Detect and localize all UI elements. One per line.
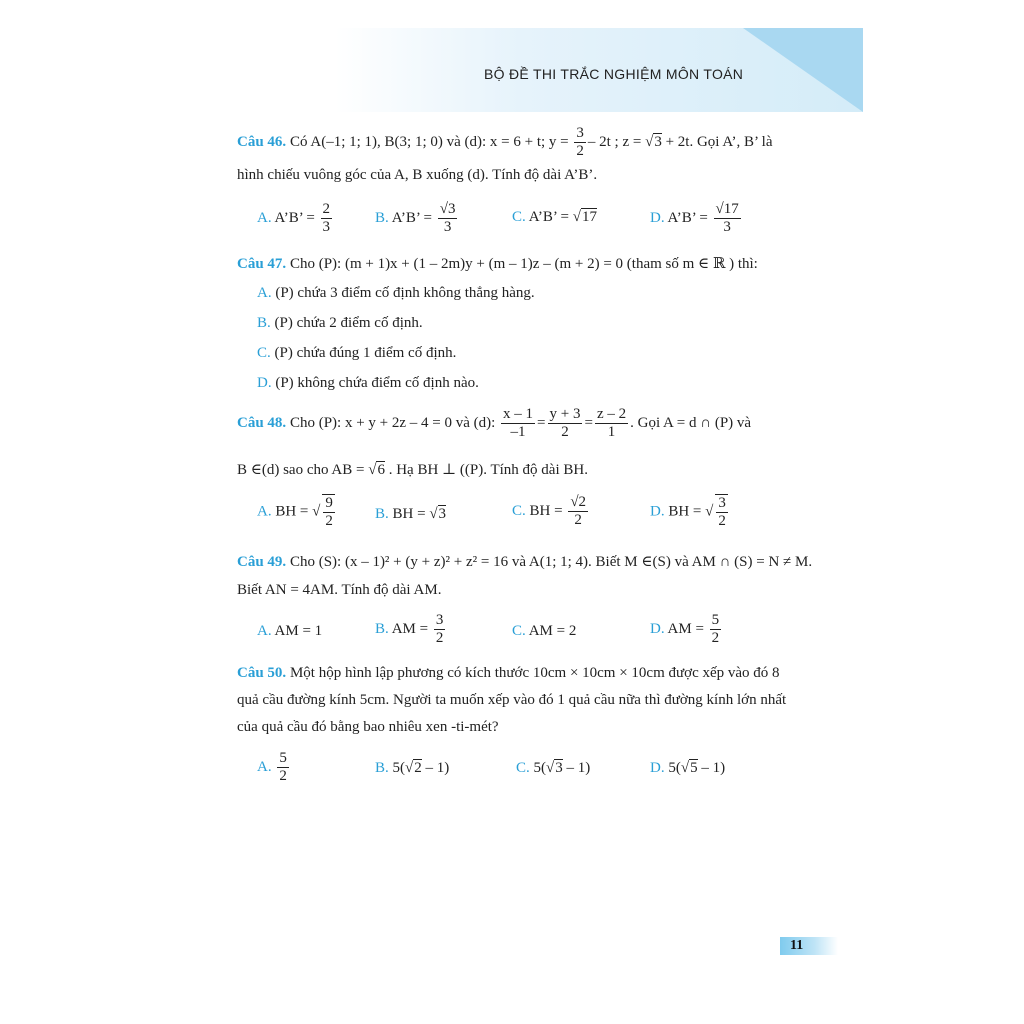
q47-option-a[interactable]: A. (P) chứa 3 điểm cố định không thẳng hàng. xyxy=(257,285,535,301)
q48-text-b: . Gọi A = d ∩ (P) và xyxy=(630,415,752,432)
q46-line1: Câu 46. Có A(–1; 1; 1), B(3; 1; 0) và (d): x = 6 + t; y = $\frac{3}{2}$ – 2t ; z = √3 + 2t. Gọi A’, B’ là xyxy=(237,125,773,160)
q49-label: Câu 49. xyxy=(237,554,287,570)
q49-text: Cho (S): (x – 1)² + (y + z)² + z² = 16 và A(1; 1; 4). Biết M ∈(S) và AM ∩ (S) = N ≠ M. xyxy=(289,554,813,570)
q47-option-d[interactable]: D. (P) không chứa điểm cố định nào. xyxy=(257,375,479,391)
q49-option-d[interactable]: D. AM = $\frac{5}{2}$ xyxy=(650,612,720,647)
q50-label: Câu 50. xyxy=(237,665,287,681)
q48-option-a[interactable]: A. BH = √ $\frac{9}{2}$ xyxy=(257,495,333,530)
q46-option-b[interactable]: B. A’B’ = $\frac{√3}{3}$ xyxy=(375,201,456,236)
q50-option-b[interactable]: B. 5(√2 – 1) xyxy=(375,760,450,776)
q49-option-c[interactable]: C. AM = 2 xyxy=(512,623,577,639)
q49-option-b[interactable]: B. AM = $\frac{3}{2}$ xyxy=(375,612,444,647)
q50-line3: của quả cầu đó bằng bao nhiêu xen -ti-mét? xyxy=(237,719,499,735)
q47-option-b[interactable]: B. (P) chứa 2 điểm cố định. xyxy=(257,315,423,331)
q50-line2: quả cầu đường kính 5cm. Người ta muốn xếp vào đó 1 quả cầu nữa thì đường kính lớn nhất xyxy=(237,692,787,708)
q46-text-b: – 2t ; z = xyxy=(587,134,642,151)
q48-frac-x: $\frac{x - 1}{-1}$ xyxy=(503,406,534,441)
q49-line1 xyxy=(237,552,812,571)
q48-option-b[interactable]: B. BH = √3 xyxy=(375,506,447,522)
q48-text-a: Cho (P): x + y + 2z – 4 = 0 và (d): xyxy=(289,415,496,432)
q50-option-c[interactable]: C. 5(√3 – 1) xyxy=(516,760,591,776)
q47-line1 xyxy=(237,254,758,273)
q50-option-a[interactable]: A. $\frac{5}{2}$ xyxy=(257,750,287,785)
q47-option-c[interactable]: C. (P) chứa đúng 1 điểm cố định. xyxy=(257,345,457,361)
q47-label: Câu 47. xyxy=(237,256,287,272)
q50-line1 xyxy=(237,665,780,682)
q46-line2: hình chiếu vuông góc của A, B xuống (d). Tính độ dài A’B’. xyxy=(237,167,598,183)
q48-frac-z: $\frac{z - 2}{1}$ xyxy=(596,406,627,441)
q46-y-fraction: $\frac{3}{2}$ xyxy=(576,125,584,160)
q48-line2: B ∈(d) sao cho AB = √6 . Hạ BH ⊥ ((P). Tính độ dài BH. xyxy=(237,462,588,478)
header-accent xyxy=(743,28,863,112)
page-header-title: BỘ ĐỀ THI TRẮC NGHIỆM MÔN TOÁN xyxy=(484,66,744,82)
q46-label: Câu 46. xyxy=(237,134,287,151)
q46-option-c[interactable]: C. A’B’ = √17 xyxy=(512,209,597,225)
q49-option-a[interactable]: A. AM = 1 xyxy=(257,623,323,639)
page-number: 11 xyxy=(780,937,838,955)
q48-option-d[interactable]: D. BH = √ $\frac{3}{2}$ xyxy=(650,495,726,530)
q46-z-radicand: 3 xyxy=(654,134,662,151)
q47-text: Cho (P): (m + 1)x + (1 – 2m)y + (m – 1)z – (m + 2) = 0 (tham số m ∈ ℝ ) thì: xyxy=(289,256,758,272)
q49-line2: Biết AN = 4AM. Tính độ dài AM. xyxy=(237,582,442,598)
q46-option-a[interactable]: A. A’B’ = $\frac{2}{3}$ xyxy=(257,201,331,236)
q48-frac-y: $\frac{y + 3}{2}$ xyxy=(549,406,581,441)
q46-text-a: Có A(–1; 1; 1), B(3; 1; 0) và (d): x = 6 + t; y = xyxy=(289,134,569,151)
q48-line1: Câu 48. Cho (P): x + y + 2z – 4 = 0 và (d): $\frac{x - 1}{-1}$ = $\frac{y + 3}{2}$ = $\frac{z - 2}{1}$ . Gọi A = d ∩ (P) và xyxy=(237,406,752,441)
q50-text-1: Một hộp hình lập phương có kích thước 10cm × 10cm × 10cm được xếp vào đó 8 xyxy=(289,665,780,681)
q48-option-c[interactable]: C. BH = $\frac{√2}{2}$ xyxy=(512,494,587,529)
q46-option-d[interactable]: D. A’B’ = $\frac{√17}{3}$ xyxy=(650,201,739,236)
q48-label: Câu 48. xyxy=(237,415,287,432)
q50-option-d[interactable]: D. 5(√5 – 1) xyxy=(650,760,726,776)
q46-text-c: + 2t. Gọi A’, B’ là xyxy=(665,134,773,151)
